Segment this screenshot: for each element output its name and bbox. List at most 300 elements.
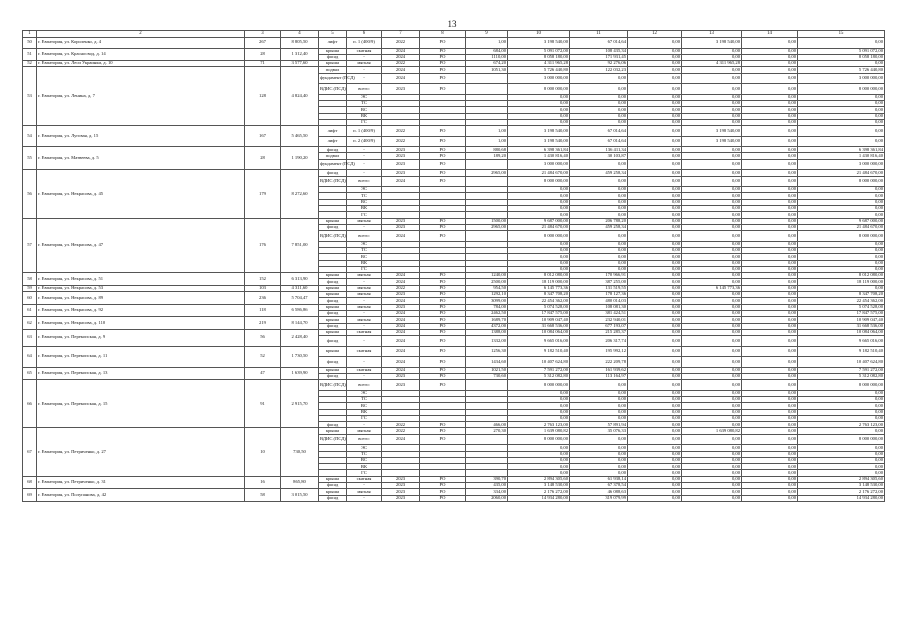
cell-c12: 0,00 [628, 159, 682, 170]
cell-c15: 0,00 [798, 61, 885, 67]
cell-c15: 0,00 [798, 94, 885, 100]
cell-c11: 178 127,36 [570, 292, 628, 298]
cell-c8: РО [420, 38, 466, 49]
cell-c9: 784,00 [466, 304, 508, 310]
cell-c10: 0,00 [508, 390, 570, 396]
cell-c10: 0,00 [508, 266, 570, 272]
cell-c9: 189,20 [466, 153, 508, 159]
cell-c13: 0,00 [682, 390, 742, 396]
cell-c11: 459 258,34 [570, 170, 628, 176]
cell-c12: 0,00 [628, 292, 682, 298]
cell-c12: 0,00 [628, 346, 682, 357]
cell-c11: 0,00 [570, 176, 628, 187]
cell-c6: - [347, 323, 382, 329]
cell-c12: 0,00 [628, 390, 682, 396]
cell-c14: 0,00 [742, 119, 798, 125]
cell-c12: 0,00 [628, 119, 682, 125]
cell-c5: крыша [319, 476, 347, 482]
cell-c13: 0,00 [682, 317, 742, 323]
cell-c13: 0,00 [682, 241, 742, 247]
cell-c13: 0,00 [682, 260, 742, 266]
cell-c11: 35 076,33 [570, 428, 628, 434]
cell-c5: фасад [319, 279, 347, 285]
cell-c7: 2022 [382, 136, 420, 147]
cell-c11: 122 032,23 [570, 67, 628, 73]
cell-c14: 0,00 [742, 205, 798, 211]
cell-c10: 3 198 540,00 [508, 38, 570, 49]
cell-c6: - [347, 336, 382, 347]
cell-c15: 5 726 440,80 [798, 67, 885, 73]
cell-c6: мягкая [347, 304, 382, 310]
cell-c11: 0,00 [570, 84, 628, 95]
cell-c11: 161 939,62 [570, 367, 628, 373]
cell-c6: скатная [347, 476, 382, 482]
cell-c5: крыша [319, 273, 347, 279]
cell-c12: 0,00 [628, 176, 682, 187]
cell-c10: 0,00 [508, 415, 570, 421]
cell-c13: 0,00 [682, 415, 742, 421]
cell-c6: ВС [347, 403, 382, 409]
building-col-3: 10 [245, 428, 281, 476]
cell-c15: 0,00 [798, 445, 885, 451]
cell-c15: 0,00 [798, 136, 885, 147]
cell-c15: 0,00 [798, 470, 885, 476]
building-col-3: 118 [245, 304, 281, 317]
building-col-3: 16 [245, 476, 281, 489]
cell-c7: 2023 [382, 304, 420, 310]
cell-c8: РО [420, 176, 466, 187]
cell-c12: 0,00 [628, 241, 682, 247]
cell-c12: 0,00 [628, 218, 682, 224]
building-number: 53 [23, 67, 37, 126]
cell-c14: 0,00 [742, 434, 798, 445]
cell-c6: всего: [347, 176, 382, 187]
cell-c6: ВС [347, 457, 382, 463]
cell-c5: крыша [319, 329, 347, 335]
cell-c11: 480 014,03 [570, 298, 628, 304]
building-address: г. Евпатория, ул. Полупанова, д. 42 [37, 489, 245, 502]
building-area: 5 465,50 [281, 126, 319, 147]
cell-c9: 1388,00 [466, 329, 508, 335]
cell-c6: - [347, 224, 382, 230]
building-address: г. Евпатория, ул. Короленко, д. 4 [37, 38, 245, 49]
cell-c12: 0,00 [628, 54, 682, 60]
cell-c14: 0,00 [742, 470, 798, 476]
cell-c12: 0,00 [628, 113, 682, 119]
cell-c15: 0,00 [798, 113, 885, 119]
cell-c10: 8 000 000,00 [508, 380, 570, 391]
cell-c8: РО [420, 336, 466, 347]
cell-c8: РО [420, 224, 466, 230]
cell-c13: 0,00 [682, 336, 742, 347]
cell-c10: 0,00 [508, 247, 570, 253]
cell-c15: 0,00 [798, 260, 885, 266]
cell-c14: 0,00 [742, 199, 798, 205]
cell-c12: 0,00 [628, 476, 682, 482]
building-area: 6 586,86 [281, 304, 319, 317]
cell-c11: 46 088,63 [570, 489, 628, 495]
cell-c11: 232 940,01 [570, 317, 628, 323]
cell-c7: 2023 [382, 483, 420, 489]
cell-c5: ВДИС (ПСД) [319, 176, 347, 187]
building-col-3: 103 [245, 285, 281, 291]
cell-c9: 1292,10 [466, 292, 508, 298]
cell-c8: РО [420, 317, 466, 323]
cell-c11: 0,00 [570, 415, 628, 421]
cell-c9: 2965,00 [466, 224, 508, 230]
cell-c14: 0,00 [742, 247, 798, 253]
cell-c7: 2022 [382, 428, 420, 434]
column-number: 14 [742, 31, 798, 38]
cell-c14: 0,00 [742, 54, 798, 60]
cell-c13: 0,00 [682, 224, 742, 230]
cell-c12: 0,00 [628, 199, 682, 205]
cell-c11: 131 519,55 [570, 285, 628, 291]
cell-c9: 466,00 [466, 422, 508, 428]
cell-c15: 8 000 000,00 [798, 231, 885, 242]
building-address: г. Евпатория, ул. Ленина, д. 7 [37, 67, 245, 126]
column-number: 8 [420, 31, 466, 38]
building-col-3: 219 [245, 317, 281, 330]
column-number: 12 [628, 31, 682, 38]
cell-c7: 2024 [382, 298, 420, 304]
cell-c15: 8 000 000,00 [798, 434, 885, 445]
cell-c5: фасад [319, 170, 347, 176]
cell-c6: ТС [347, 451, 382, 457]
cell-c14: 0,00 [742, 298, 798, 304]
cell-c15: 8 058 180,00 [798, 54, 885, 60]
cell-c14: 0,00 [742, 176, 798, 187]
cell-c14: 0,00 [742, 292, 798, 298]
cell-c6: ВС [347, 254, 382, 260]
building-col-3: 58 [245, 489, 281, 502]
cell-c6: - [347, 298, 382, 304]
cell-c13: 0,00 [682, 147, 742, 153]
cell-c9: 2060,00 [466, 495, 508, 501]
cell-c11: 195 992,12 [570, 346, 628, 357]
cell-c13: 0,00 [682, 170, 742, 176]
cell-c11: 0,00 [570, 94, 628, 100]
cell-c8: РО [420, 495, 466, 501]
cell-c14: 0,00 [742, 193, 798, 199]
cell-c6: мягкая [347, 218, 382, 224]
building-col-3: 267 [245, 38, 281, 49]
cell-c14: 0,00 [742, 113, 798, 119]
cell-c6: ВК [347, 113, 382, 119]
building-number: 54 [23, 126, 37, 147]
cell-c6: мягкая [347, 428, 382, 434]
building-number: 56 [23, 170, 37, 218]
cell-c12: 0,00 [628, 67, 682, 73]
cell-c12: 0,00 [628, 428, 682, 434]
cell-c11: 0,00 [570, 464, 628, 470]
cell-c10: 0,00 [508, 396, 570, 402]
cell-c13: 0,00 [682, 476, 742, 482]
cell-c13: 0,00 [682, 279, 742, 285]
cell-c11: 387 255,00 [570, 279, 628, 285]
cell-c13: 0,00 [682, 310, 742, 316]
cell-c10: 8 012 080,00 [508, 273, 570, 279]
cell-c11: 0,00 [570, 403, 628, 409]
cell-c8: РО [420, 84, 466, 95]
building-area: 3 577,60 [281, 61, 319, 67]
building-address: г. Евпатория, ул. Некрасова, д. 51 [37, 273, 245, 286]
cell-c11: 0,00 [570, 266, 628, 272]
cell-c6: - [347, 373, 382, 379]
cell-c7: 2024 [382, 336, 420, 347]
cell-c12: 0,00 [628, 483, 682, 489]
cell-c14: 0,00 [742, 126, 798, 137]
cell-c11: 0,00 [570, 205, 628, 211]
cell-c6: ЭС [347, 241, 382, 247]
cell-c6: - [347, 483, 382, 489]
cell-c14: 0,00 [742, 428, 798, 434]
cell-c5: крыша [319, 218, 347, 224]
building-address: г. Евпатория, ул. Матвеева, д. 5 [37, 147, 245, 170]
cell-c6: мягкая [347, 317, 382, 323]
cell-c15: 0,00 [798, 38, 885, 49]
cell-c13: 0,00 [682, 48, 742, 54]
cell-c6: мягкая [347, 489, 382, 495]
cell-c8: РО [420, 273, 466, 279]
cell-c15: 7 591 272,00 [798, 367, 885, 373]
cell-c12: 0,00 [628, 94, 682, 100]
cell-c15: 8 000 000,00 [798, 84, 885, 95]
cell-c15: 0,00 [798, 396, 885, 402]
cell-c8: РО [420, 357, 466, 368]
cell-c10: 6 398 361,84 [508, 147, 570, 153]
cell-c13: 0,00 [682, 357, 742, 368]
cell-c11: 0,00 [570, 409, 628, 415]
cell-c15: 8 347 708,20 [798, 292, 885, 298]
cell-c15: 0,00 [798, 415, 885, 421]
column-number: 7 [382, 31, 420, 38]
cell-c7: 2024 [382, 279, 420, 285]
building-number: 69 [23, 489, 37, 502]
cell-c13: 3 198 540,00 [682, 136, 742, 147]
cell-c13: 6 145 773,36 [682, 285, 742, 291]
cell-c5: фасад [319, 147, 347, 153]
cell-c8: РО [420, 373, 466, 379]
cell-c6: ЭС [347, 94, 382, 100]
cell-c10: 2 176 272,00 [508, 489, 570, 495]
cell-c15: 8 000 000,00 [798, 176, 885, 187]
cell-c8: РО [420, 147, 466, 153]
cell-c8: РО [420, 428, 466, 434]
cell-c9: 4372,00 [466, 323, 508, 329]
cell-c8: РО [420, 476, 466, 482]
cell-c14: 0,00 [742, 212, 798, 218]
cell-c10: 0,00 [508, 94, 570, 100]
cell-c9: 1500,00 [466, 218, 508, 224]
cell-c10: 0,00 [508, 193, 570, 199]
cell-c7: 2023 [382, 373, 420, 379]
cell-c12: 0,00 [628, 464, 682, 470]
cell-c7: 2023 [382, 224, 420, 230]
cell-c7: 2023 [382, 380, 420, 391]
cell-c8: РО [420, 346, 466, 357]
cell-c7: 2024 [382, 176, 420, 187]
cell-c6: ЭС [347, 445, 382, 451]
cell-c14: 0,00 [742, 323, 798, 329]
cell-c11: 0,00 [570, 193, 628, 199]
cell-c6: ВК [347, 409, 382, 415]
cell-c7: 2024 [382, 317, 420, 323]
building-number: 52 [23, 61, 37, 67]
building-number: 65 [23, 367, 37, 380]
cell-c10: 31 668 536,00 [508, 323, 570, 329]
cell-c11: 0,00 [570, 380, 628, 391]
capital-repair-table [22, 30, 885, 502]
cell-c15: 2 176 272,00 [798, 489, 885, 495]
cell-c13: 0,00 [682, 254, 742, 260]
cell-c7: 2024 [382, 329, 420, 335]
cell-c6: - [347, 73, 382, 84]
cell-c12: 0,00 [628, 323, 682, 329]
cell-c11: 0,00 [570, 231, 628, 242]
cell-c11: 0,00 [570, 113, 628, 119]
cell-c10: 0,00 [508, 205, 570, 211]
cell-c13: 0,00 [682, 367, 742, 373]
cell-c9: 1240,00 [466, 273, 508, 279]
cell-c8: РО [420, 298, 466, 304]
building-area: 8 272,60 [281, 170, 319, 218]
cell-c14: 0,00 [742, 153, 798, 159]
building-area: 3 015,50 [281, 489, 319, 502]
cell-c10: 0,00 [508, 403, 570, 409]
column-number: 4 [281, 31, 319, 38]
cell-c7: 2023 [382, 170, 420, 176]
cell-c7: 2023 [382, 84, 420, 95]
cell-c11: 0,00 [570, 390, 628, 396]
cell-c6: ТС [347, 193, 382, 199]
cell-c11: 0,00 [570, 451, 628, 457]
cell-c7: 2022 [382, 38, 420, 49]
cell-c14: 0,00 [742, 279, 798, 285]
column-number-row [23, 31, 885, 38]
cell-c15: 21 484 670,00 [798, 224, 885, 230]
cell-c11: 319 079,99 [570, 495, 628, 501]
cell-c12: 0,00 [628, 396, 682, 402]
cell-c15: 10 909 047,40 [798, 317, 885, 323]
cell-c15: 0,00 [798, 428, 885, 434]
cell-c12: 0,00 [628, 445, 682, 451]
cell-c11: 0,00 [570, 260, 628, 266]
building-col-3: 56 [245, 329, 281, 346]
cell-c12: 0,00 [628, 457, 682, 463]
cell-c5: фасад [319, 336, 347, 347]
cell-c9: 270,30 [466, 428, 508, 434]
cell-c14: 0,00 [742, 329, 798, 335]
cell-c5: крыша [319, 428, 347, 434]
cell-c13: 0,00 [682, 323, 742, 329]
cell-c9: 674,20 [466, 61, 508, 67]
cell-c13: 0,00 [682, 212, 742, 218]
cell-c11: 108 435,34 [570, 48, 628, 54]
cell-c15: 3 000 000,00 [798, 73, 885, 84]
cell-c6: ГС [347, 119, 382, 125]
cell-c9 [466, 73, 508, 84]
cell-c15: 9 182 510,40 [798, 346, 885, 357]
cell-c6: - [347, 422, 382, 428]
building-col-3: 71 [245, 61, 281, 67]
table-body [23, 31, 885, 502]
building-address: г. Евпатория, ул. Некрасова, д. 45 [37, 170, 245, 218]
cell-c12: 0,00 [628, 107, 682, 113]
cell-c12: 0,00 [628, 136, 682, 147]
cell-c5: фасад [319, 323, 347, 329]
cell-c10: 3 000 000,00 [508, 73, 570, 84]
cell-c12: 0,00 [628, 304, 682, 310]
cell-c7: 2024 [382, 323, 420, 329]
cell-c5: крыша [319, 285, 347, 291]
cell-c14: 0,00 [742, 170, 798, 176]
cell-c9: 684,00 [466, 48, 508, 54]
cell-c13: 1 639 080,82 [682, 428, 742, 434]
building-address: г. Евпатория, ул. Леси Украинки, д. 10 [37, 61, 245, 67]
cell-c5: крыша [319, 304, 347, 310]
cell-c15: 3 000 000,00 [798, 159, 885, 170]
cell-c5: фасад [319, 224, 347, 230]
cell-c12: 0,00 [628, 273, 682, 279]
cell-c12: 0,00 [628, 451, 682, 457]
cell-c14: 0,00 [742, 218, 798, 224]
cell-c11: 0,00 [570, 119, 628, 125]
cell-c5: ВДИС (ПСД) [319, 84, 347, 95]
cell-c8: РО [420, 292, 466, 298]
building-number: 68 [23, 476, 37, 489]
cell-c12: 0,00 [628, 187, 682, 193]
cell-c12: 0,00 [628, 231, 682, 242]
cell-c12: 0,00 [628, 224, 682, 230]
cell-c6: ГС [347, 415, 382, 421]
cell-c6: ТС [347, 396, 382, 402]
cell-c15: 0,00 [798, 266, 885, 272]
cell-c7: 2023 [382, 489, 420, 495]
cell-c11: 136 411,34 [570, 147, 628, 153]
cell-c11: 0,00 [570, 100, 628, 106]
cell-c13: 0,00 [682, 54, 742, 60]
cell-c14: 0,00 [742, 489, 798, 495]
cell-c12: 0,00 [628, 279, 682, 285]
column-number: 2 [37, 31, 245, 38]
cell-c8: РО [420, 310, 466, 316]
cell-c9: 334,00 [466, 489, 508, 495]
cell-c14: 0,00 [742, 48, 798, 54]
cell-c15: 10 084 064,00 [798, 329, 885, 335]
cell-c10: 0,00 [508, 187, 570, 193]
cell-c11: 677 193,07 [570, 323, 628, 329]
cell-c10: 0,00 [508, 199, 570, 205]
cell-c14: 0,00 [742, 396, 798, 402]
cell-c14: 0,00 [742, 285, 798, 291]
cell-c8: РО [420, 483, 466, 489]
cell-c14: 0,00 [742, 476, 798, 482]
cell-c13: 0,00 [682, 193, 742, 199]
cell-c13: 0,00 [682, 445, 742, 451]
building-address: г. Евпатория, ул. Перекопская, д. 11 [37, 346, 245, 367]
cell-c8: РО [420, 126, 466, 137]
cell-c5: фасад [319, 495, 347, 501]
cell-c10: 14 934 280,00 [508, 495, 570, 501]
cell-c8: РО [420, 304, 466, 310]
cell-c5: лифт [319, 136, 347, 147]
column-number: 15 [798, 31, 885, 38]
cell-c13: 0,00 [682, 329, 742, 335]
cell-c10: 0,00 [508, 113, 570, 119]
cell-c7: 2023 [382, 476, 420, 482]
cell-c13: 3 198 540,00 [682, 38, 742, 49]
